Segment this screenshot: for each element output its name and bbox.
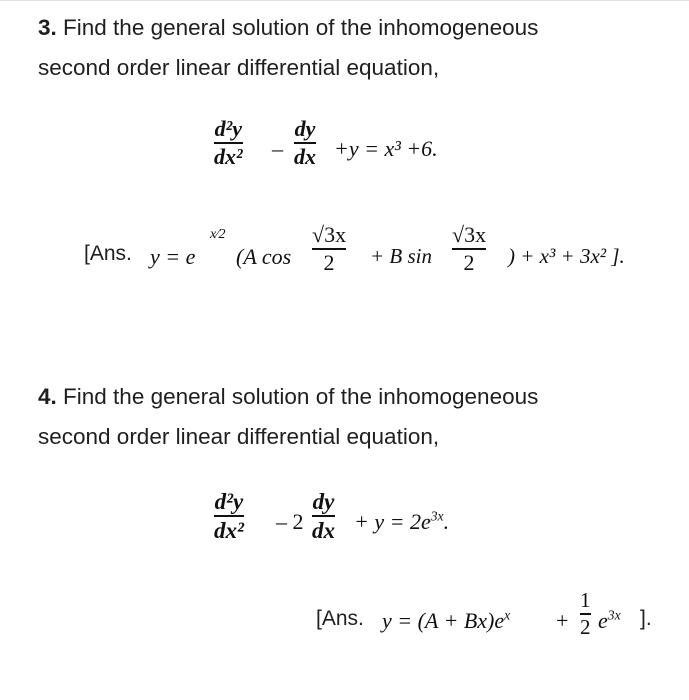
- equation-rhs: +y = x³ +6.: [334, 136, 438, 161]
- fraction-d2y-dx2: d²y dx²: [214, 116, 243, 169]
- answer-tail: ) + x³ + 3x² ].: [508, 244, 625, 268]
- exponent: 3x: [607, 607, 621, 623]
- equation-rhs: + $y = 2e^{3x}$.: [354, 508, 450, 534]
- fraction-sqrt3x-over-2: √3x 2: [312, 222, 347, 275]
- problem-line: Find the general solution of the inhomogeneous: [63, 384, 539, 409]
- coefficient-minus-2: – 2: [276, 509, 304, 534]
- answer-lhs: $y = (A + Bx)e^x$: [382, 607, 511, 633]
- problem-4-text: [38, 377, 668, 457]
- answer-bsin: + B sin: [370, 244, 433, 268]
- problem-3-text: [38, 8, 668, 88]
- problem-number: 4.: [38, 384, 57, 409]
- problem-line: Find the general solution of the inhomogeneous: [63, 15, 539, 40]
- answer-lhs: y = e: [150, 244, 196, 269]
- answer-exponent: x⁄2: [210, 227, 226, 242]
- fraction-dy-dx: dy dx: [294, 116, 316, 169]
- problem-line: second order linear differential equation,: [38, 55, 440, 80]
- plus-sign: +: [556, 608, 569, 633]
- answer-label: [Ans.: [316, 607, 364, 630]
- answer-open-acos: (A cos: [236, 244, 292, 269]
- fraction-d2y-dx2: d²y dx²: [214, 489, 244, 543]
- problem-line: second order linear differential equation,: [38, 424, 440, 449]
- minus-sign: –: [272, 136, 283, 161]
- exponent: x: [504, 607, 511, 623]
- answer-exp-term: $e^{3x}$: [598, 607, 621, 633]
- top-divider: [0, 0, 689, 1]
- exponent: 3x: [430, 508, 444, 524]
- answer-label: [Ans.: [84, 242, 132, 265]
- answer-close: ].: [640, 607, 652, 630]
- fraction-sqrt3x-over-2: √3x 2: [452, 222, 487, 275]
- fraction-dy-dx: dy dx: [312, 489, 335, 543]
- problem-number: 3.: [38, 15, 57, 40]
- fraction-one-half: 1 2: [580, 588, 591, 639]
